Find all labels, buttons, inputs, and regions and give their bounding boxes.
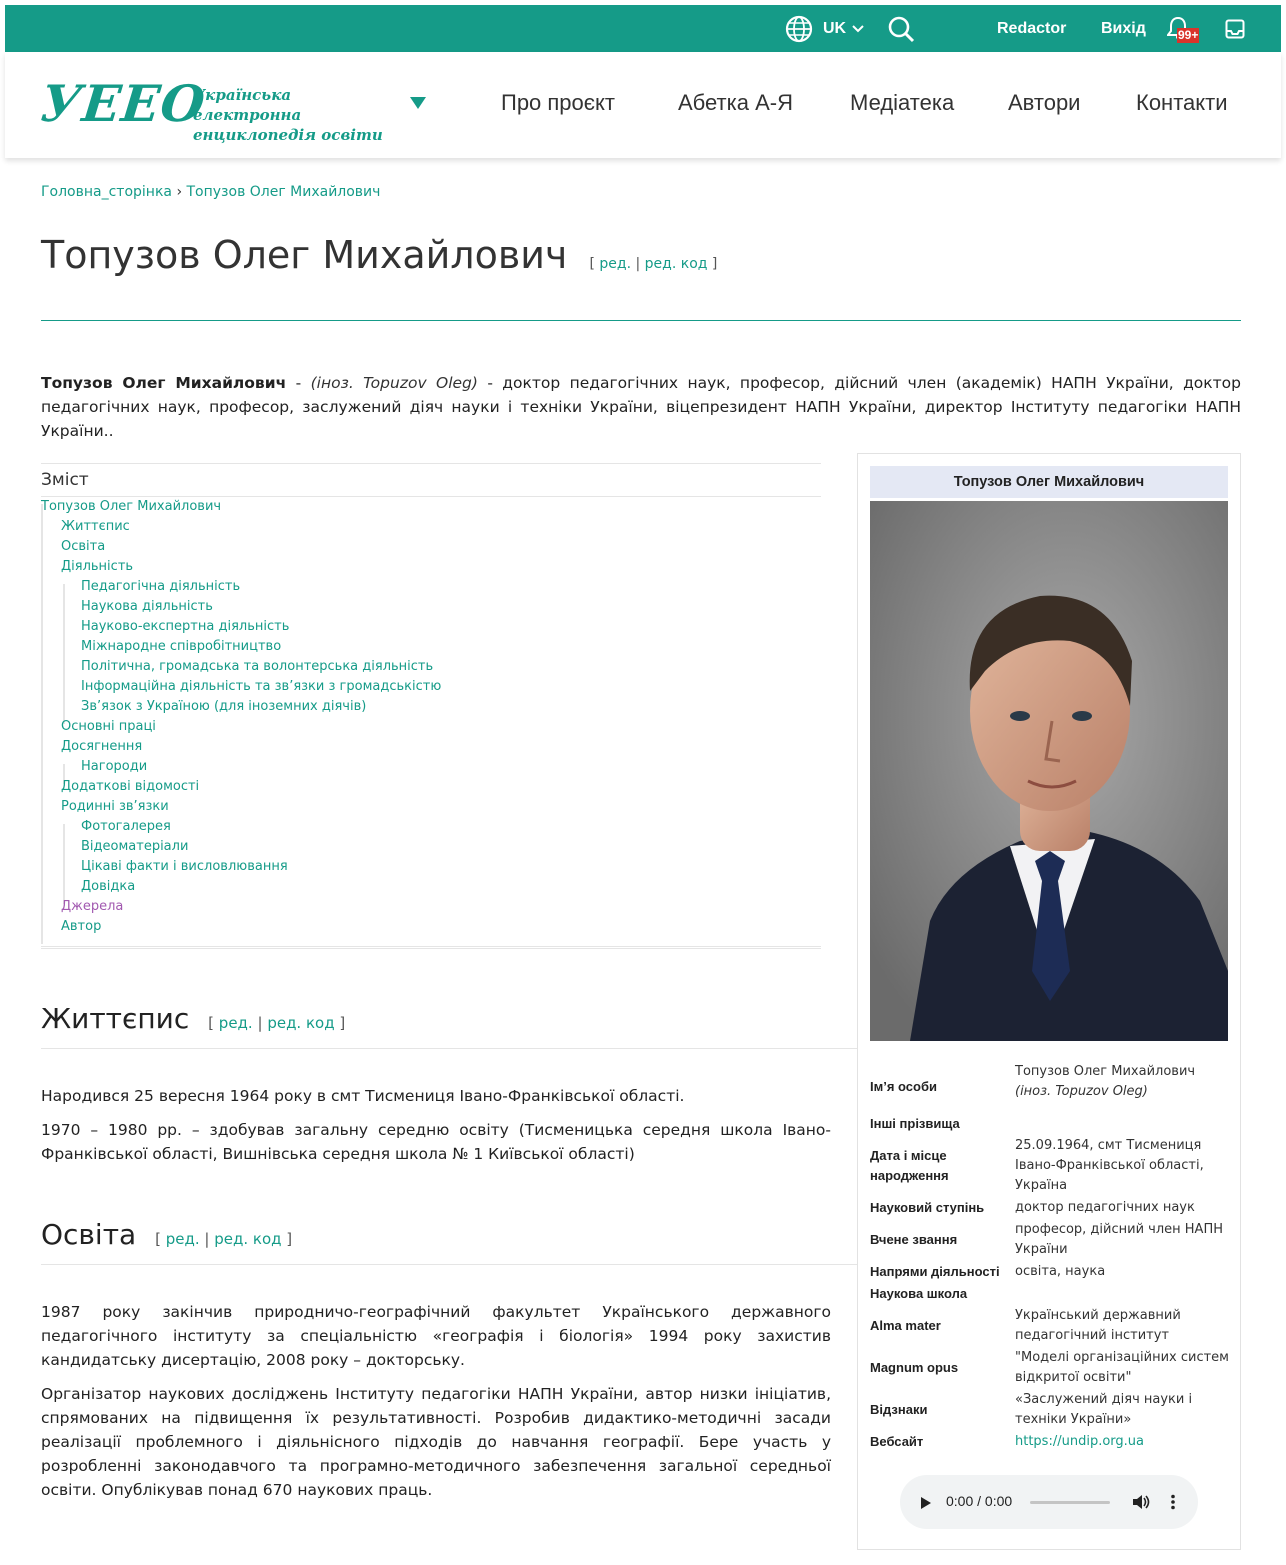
toc-item[interactable]: Наукова діяльність (81, 599, 213, 614)
title-divider (41, 320, 1241, 321)
intro-text: - доктор педагогічних наук, професор, дійсний член (академік) НАПН України, доктор педагогічних наук, професор, заслужений діяч науки і техніки України, віцепрезидент НАПН України, директор Інституту педагогіки НАПН України.. (41, 374, 1241, 440)
toc-item[interactable]: Довідка (81, 879, 136, 894)
section-edit-links (155, 1230, 292, 1248)
edit-link[interactable]: ред. (218, 1014, 253, 1032)
toc-item[interactable]: Фотогалерея (81, 819, 171, 834)
infobox-label-birth: Дата і місце народження (870, 1148, 949, 1183)
infobox (857, 453, 1241, 1550)
audio-player (900, 1475, 1198, 1529)
infobox-value-alma-mater: Український державний педагогічний інститут (1015, 1308, 1181, 1343)
toc-item[interactable]: Родинні зв’язки (61, 799, 169, 814)
infobox-label-name: Ім’я особи (870, 1079, 937, 1094)
edit-bracket-close: ] (711, 256, 718, 272)
edit-code-link[interactable]: ред. код (644, 256, 708, 272)
user-link[interactable]: Redactor (997, 19, 1067, 37)
toc-item[interactable]: Міжнародне співробітництво (81, 639, 282, 654)
toc-item[interactable]: Науково-експертна діяльність (81, 619, 290, 634)
section-divider (41, 1264, 858, 1265)
section-title: Освіта (41, 1218, 137, 1251)
toc-item[interactable]: Топузов Олег Михайлович (41, 499, 222, 514)
toc-indent-line (63, 824, 65, 904)
nav-alphabet[interactable]: Абетка А-Я (678, 90, 793, 115)
edit-bracket-close: ] (339, 1014, 346, 1032)
intro-paragraph (41, 371, 1241, 443)
audio-time: 0:00 / 0:00 (946, 1493, 1013, 1509)
section-divider (41, 1048, 858, 1049)
edit-separator: | (257, 1014, 263, 1032)
toc-item[interactable]: Основні праці (61, 719, 156, 734)
toc-item[interactable]: Освіта (61, 539, 106, 554)
infobox-title: Топузов Олег Михайлович (870, 466, 1228, 498)
infobox-value-fields: освіта, наука (1015, 1264, 1106, 1279)
globe-icon (785, 15, 813, 43)
infobox-value-degree: доктор педагогічних наук (1015, 1200, 1195, 1215)
toc-item[interactable]: Політична, громадська та волонтерська діяльність (81, 659, 434, 674)
toc-item[interactable]: Відеоматеріали (81, 839, 189, 854)
section-edit-links (208, 1014, 345, 1032)
infobox-label-other-names: Інші прізвища (870, 1116, 960, 1131)
toc-indent-line (41, 504, 45, 944)
toc-title: Зміст (41, 470, 89, 490)
intro-foreign-name: (іноз. Topuzov Oleg) (310, 374, 478, 392)
infobox-label-fields: Напрями діяльності (870, 1264, 1000, 1279)
education-paragraph-2: Організатор наукових досліджень Інституту педагогіки НАПН України, автор низки ініціатив, спрямованих на підвищення їх результативності. Розробив дидактико-методичні засади реалізації проблемного і діяльнісного підходів до навчання географії. Бере участь у розробленні законодавчого та програмно-методичного забезпечення загальної середньої освіти. Опублікував понад 670 наукових праць. (41, 1385, 831, 1499)
breadcrumb (41, 184, 380, 200)
logo-subtitle (193, 85, 393, 145)
site-header (5, 52, 1281, 158)
toc-item[interactable]: Досягнення (61, 739, 143, 754)
toc-item[interactable]: Нагороди (81, 759, 148, 774)
nav-contacts[interactable]: Контакти (1136, 90, 1228, 115)
infobox-value-birth: 25.09.1964, смт Тисмениця Івано-Франківської області, Україна (1015, 1138, 1204, 1193)
edit-code-link[interactable]: ред. код (214, 1230, 282, 1248)
edit-bracket-open: [ (589, 256, 595, 272)
toc-indent-line (63, 584, 65, 724)
nav-authors[interactable]: Автори (1008, 90, 1081, 115)
edit-separator: | (204, 1230, 210, 1248)
section-heading-education (41, 1218, 292, 1251)
notifications-button[interactable] (1167, 5, 1203, 52)
language-label: UK (823, 19, 847, 37)
edit-link[interactable]: ред. (599, 256, 632, 272)
edit-bracket-close: ] (286, 1230, 293, 1248)
chevron-down-icon (852, 20, 864, 38)
site-logo[interactable]: УЕЕО (37, 74, 209, 133)
infobox-label-awards: Відзнаки (870, 1402, 928, 1417)
edit-bracket-open: [ (208, 1014, 215, 1032)
infobox-value-magnum-opus: "Моделі організаційних систем відкритої освіти" (1015, 1350, 1229, 1385)
section-heading-bio (41, 1002, 345, 1035)
edit-bracket-open: [ (155, 1230, 161, 1248)
intro-name: Топузов Олег Михайлович (41, 374, 287, 392)
toc-item[interactable]: Інформаційна діяльність та зв’язки з громадськістю (81, 679, 442, 694)
infobox-value-awards: «Заслужений діяч науки і техніки України» (1015, 1392, 1193, 1427)
infobox-label-website: Вебсайт (870, 1434, 924, 1449)
search-icon[interactable] (887, 5, 915, 52)
infobox-label-magnum-opus: Magnum opus (870, 1360, 959, 1375)
edit-code-link[interactable]: ред. код (267, 1014, 335, 1032)
toc-item[interactable]: Зв’язок з Україною (для іноземних діячів) (81, 699, 367, 714)
page-title: Топузов Олег Михайлович (41, 233, 568, 277)
logo-subtitle-line-1: Українська електронна (193, 86, 302, 124)
audio-progress-bar[interactable] (1030, 1501, 1110, 1504)
portrait-photo (870, 501, 1228, 1041)
infobox-label-rank: Вчене звання (870, 1232, 958, 1247)
more-options-icon[interactable] (1170, 1494, 1176, 1514)
toc-item[interactable]: Життєпис (61, 519, 130, 534)
page-title-row (41, 233, 717, 277)
toc-item[interactable]: Додаткові відомості (61, 779, 200, 794)
caret-down-icon[interactable] (410, 97, 426, 109)
breadcrumb-home[interactable]: Головна_сторінка (41, 184, 172, 200)
intro-dash: - (286, 374, 311, 392)
website-link[interactable]: https://undip.org.ua (1015, 1434, 1144, 1449)
nav-about[interactable]: Про проєкт (501, 90, 615, 115)
infobox-name-foreign: (іноз. Topuzov Oleg) (1015, 1084, 1148, 1099)
toc-item[interactable]: Педагогічна діяльність (81, 579, 241, 594)
top-bar (5, 5, 1281, 52)
edit-separator: | (635, 256, 641, 272)
infobox-name-text: Топузов Олег Михайлович (1015, 1064, 1196, 1079)
bio-paragraph-1: Народився 25 вересня 1964 року в смт Тисмениця Івано-Франківської області. (41, 1087, 685, 1105)
infobox-label-degree: Науковий ступінь (870, 1200, 985, 1215)
title-edit-links (589, 256, 717, 272)
infobox-value-name (1015, 1062, 1230, 1102)
toc-item[interactable]: Автор (61, 919, 102, 934)
nav-media[interactable]: Медіатека (850, 90, 955, 115)
breadcrumb-separator: › (176, 184, 183, 200)
infobox-label-alma-mater: Alma mater (870, 1318, 941, 1333)
infobox-label-school: Наукова школа (870, 1286, 968, 1301)
notification-count: 99+ (1178, 27, 1199, 42)
volume-icon[interactable] (1132, 1494, 1150, 1514)
toc-item[interactable]: Діяльність (61, 559, 134, 574)
bell-icon (1167, 14, 1203, 44)
language-switcher[interactable] (785, 5, 864, 52)
play-icon[interactable] (920, 1495, 932, 1514)
infobox-value-rank: професор, дійсний член НАПН України (1015, 1222, 1223, 1257)
toc-item[interactable]: Джерела (61, 899, 124, 914)
infobox-value-website (1015, 1432, 1230, 1452)
breadcrumb-current[interactable]: Топузов Олег Михайлович (186, 184, 381, 200)
table-of-contents (41, 463, 821, 949)
section-title: Життєпис (41, 1002, 190, 1035)
logout-link[interactable]: Вихід (1101, 19, 1146, 37)
education-paragraph-1: 1987 року закінчив природничо-географічний факультет Українського державного педагогічного інституту за спеціальністю «географія і біологія» 1994 року захистив кандидатську дисертацію, 2008 року – докторську. (41, 1303, 831, 1369)
edit-link[interactable]: ред. (165, 1230, 200, 1248)
bio-paragraph-2: 1970 – 1980 рр. – здобував загальну середню освіту (Тисменицька середня школа Івано-Франківської області, Вишнівська середня школа № 1 Київської області) (41, 1121, 831, 1163)
inbox-icon[interactable] (1225, 5, 1245, 52)
toc-item[interactable]: Цікаві факти і висловлювання (81, 859, 288, 874)
logo-subtitle-line-2: енциклопедія освіти (193, 126, 383, 144)
